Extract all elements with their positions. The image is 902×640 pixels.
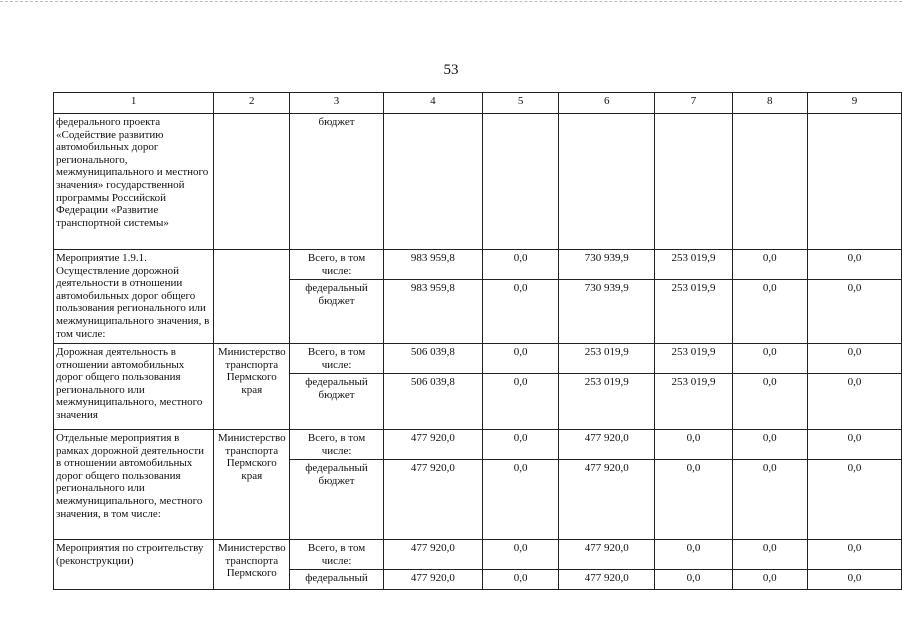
value-cell: 0,0 [732,250,807,280]
funding-source-cell: федеральный бюджет [290,460,384,540]
value-cell: 477 920,0 [383,570,482,590]
value-cell: 0,0 [807,344,901,374]
value-cell: 253 019,9 [655,280,732,344]
value-cell: 0,0 [482,570,558,590]
funding-source-cell: федеральный бюджет [290,280,384,344]
value-cell: 983 959,8 [383,250,482,280]
value-cell [482,114,558,250]
value-cell: 730 939,9 [559,250,655,280]
value-cell: 0,0 [807,430,901,460]
value-cell: 253 019,9 [559,374,655,430]
executor-cell: Министерство транспорта Пермского края [214,430,290,540]
funding-source-cell: бюджет [290,114,384,250]
value-cell: 0,0 [732,540,807,570]
header-cell: 7 [655,93,732,114]
value-cell: 253 019,9 [559,344,655,374]
activity-name-cell: Отдельные мероприятия в рамках дорожной деятельности в отношении автомобильных дорог общего пользования регионального или межмуниципального, местного значения, в том числе: [54,430,214,540]
activity-name-cell: федерального проекта «Содействие развитию автомобильных дорог регионального, межмуниципального и местного значения» государственной программы Российской Федерации «Развитие транспортной системы» [54,114,214,250]
value-cell [655,114,732,250]
value-cell: 477 920,0 [559,430,655,460]
value-cell: 0,0 [482,460,558,540]
value-cell: 0,0 [807,250,901,280]
value-cell: 0,0 [482,280,558,344]
activity-name-cell: Дорожная деятельность в отношении автомобильных дорог общего пользования регионального или межмуниципального, местного значения [54,344,214,430]
budget-table [53,92,902,590]
table-row [54,250,902,280]
value-cell: 0,0 [482,374,558,430]
funding-source-cell: Всего, в том числе: [290,540,384,570]
table-row [54,430,902,460]
value-cell [732,114,807,250]
funding-source-cell: Всего, в том числе: [290,344,384,374]
value-cell: 0,0 [482,430,558,460]
funding-source-cell: Всего, в том числе: [290,250,384,280]
page-number: 53 [443,62,459,78]
value-cell: 253 019,9 [655,344,732,374]
value-cell: 0,0 [732,460,807,540]
table-row [54,540,902,570]
value-cell: 0,0 [655,460,732,540]
value-cell: 506 039,8 [383,374,482,430]
value-cell: 0,0 [732,280,807,344]
value-cell: 0,0 [732,570,807,590]
table-row [54,114,902,250]
value-cell: 253 019,9 [655,374,732,430]
funding-source-cell: федеральный [290,570,384,590]
value-cell: 477 920,0 [383,460,482,540]
value-cell: 0,0 [807,280,901,344]
value-cell: 477 920,0 [559,570,655,590]
value-cell: 0,0 [482,250,558,280]
value-cell: 0,0 [655,430,732,460]
value-cell: 0,0 [732,344,807,374]
header-cell: 1 [54,93,214,114]
executor-cell: Министерство транспорта Пермского края [214,344,290,430]
value-cell: 0,0 [807,374,901,430]
header-cell: 8 [732,93,807,114]
value-cell: 0,0 [482,344,558,374]
executor-cell [214,114,290,250]
value-cell: 0,0 [655,570,732,590]
header-cell: 4 [383,93,482,114]
value-cell: 477 920,0 [383,540,482,570]
value-cell: 506 039,8 [383,344,482,374]
value-cell: 477 920,0 [559,540,655,570]
value-cell: 0,0 [732,374,807,430]
value-cell [383,114,482,250]
executor-cell: Министерство транспорта Пермского [214,540,290,590]
value-cell [807,114,901,250]
header-cell: 2 [214,93,290,114]
header-cell: 5 [482,93,558,114]
value-cell: 477 920,0 [559,460,655,540]
header-cell: 9 [807,93,901,114]
value-cell [559,114,655,250]
value-cell: 0,0 [807,570,901,590]
value-cell: 0,0 [482,540,558,570]
activity-name-cell: Мероприятия по строительству (реконструкции) [54,540,214,590]
activity-name-cell: Мероприятие 1.9.1. Осуществление дорожной деятельности в отношении автомобильных дорог общего пользования регионального или межмуниципального значения, в том числе: [54,250,214,344]
value-cell: 0,0 [807,540,901,570]
value-cell: 0,0 [732,430,807,460]
funding-source-cell: Всего, в том числе: [290,430,384,460]
value-cell: 477 920,0 [383,430,482,460]
executor-cell [214,250,290,344]
header-cell: 6 [559,93,655,114]
value-cell: 983 959,8 [383,280,482,344]
value-cell: 253 019,9 [655,250,732,280]
scan-edge-line [0,1,902,2]
header-cell: 3 [290,93,384,114]
table-row [54,344,902,374]
value-cell: 730 939,9 [559,280,655,344]
funding-source-cell: федеральный бюджет [290,374,384,430]
header-row [54,93,902,114]
value-cell: 0,0 [807,460,901,540]
value-cell: 0,0 [655,540,732,570]
